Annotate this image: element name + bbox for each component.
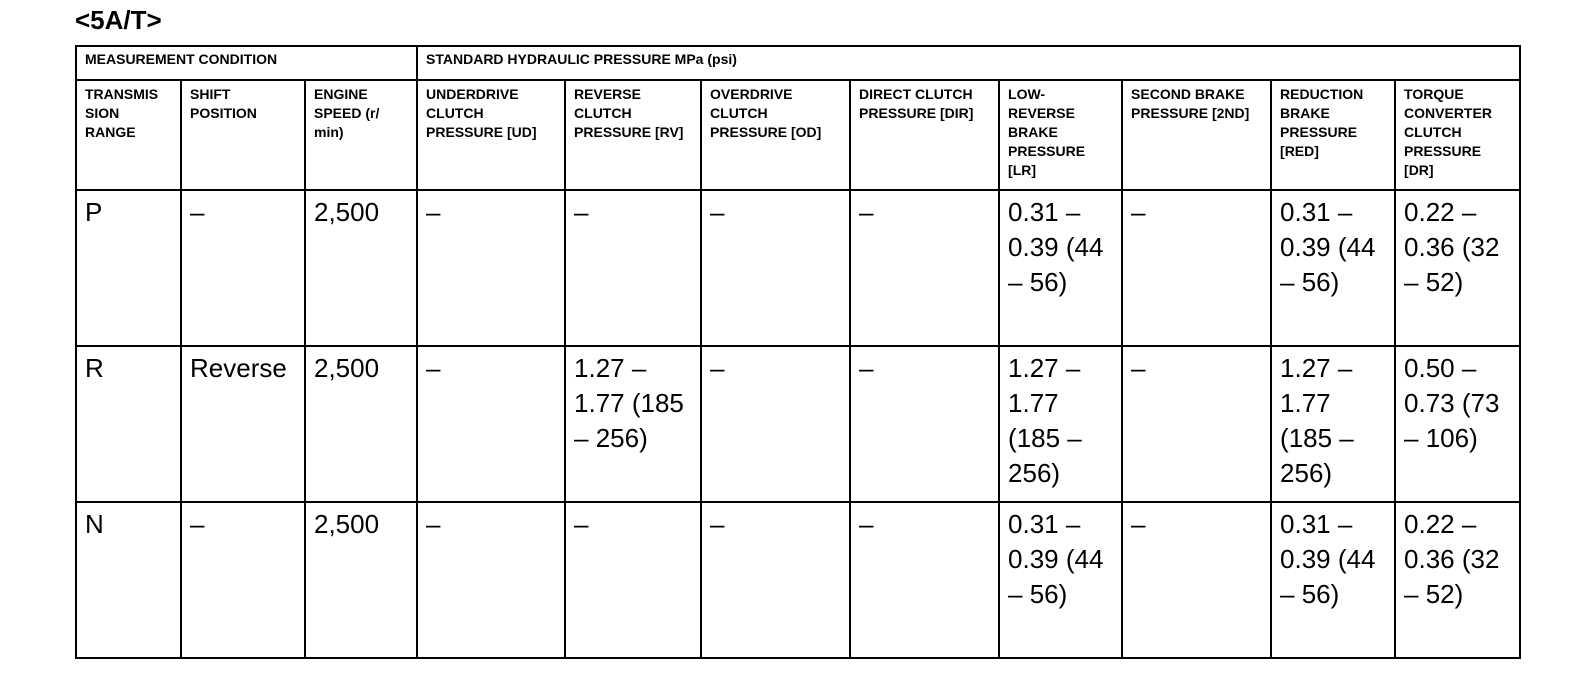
column-header: TORQUE CONVERTER CLUTCH PRESSURE [DR] — [1395, 80, 1520, 190]
table-cell: 0.31 – 0.39 (44 – 56) — [999, 190, 1122, 346]
table-row — [76, 190, 1520, 346]
table-cell: N — [76, 502, 181, 658]
column-header: OVERDRIVE CLUTCH PRESSURE [OD] — [701, 80, 850, 190]
column-header: TRANSMIS SION RANGE — [76, 80, 181, 190]
column-header: REDUCTION BRAKE PRESSURE [RED] — [1271, 80, 1395, 190]
table-row — [76, 346, 1520, 502]
table-cell: – — [850, 502, 999, 658]
column-header: SHIFT POSITION — [181, 80, 305, 190]
table-cell: – — [1122, 190, 1271, 346]
table-cell: – — [701, 190, 850, 346]
column-header-row — [76, 80, 1520, 190]
table-cell: 0.50 – 0.73 (73 – 106) — [1395, 346, 1520, 502]
table-cell: – — [1122, 346, 1271, 502]
column-header: SECOND BRAKE PRESSURE [2ND] — [1122, 80, 1271, 190]
table-cell: – — [181, 502, 305, 658]
table-cell: – — [565, 502, 701, 658]
table-cell: 2,500 — [305, 346, 417, 502]
column-header: UNDERDRIVE CLUTCH PRESSURE [UD] — [417, 80, 565, 190]
table-cell: 1.27 – 1.77 (185 – 256) — [1271, 346, 1395, 502]
measurement-condition-header: MEASUREMENT CONDITION — [76, 46, 417, 80]
table-cell: 0.22 – 0.36 (32 – 52) — [1395, 190, 1520, 346]
table-cell: 2,500 — [305, 190, 417, 346]
hydraulic-pressure-table — [75, 45, 1521, 659]
table-cell: 0.31 – 0.39 (44 – 56) — [999, 502, 1122, 658]
table-row — [76, 502, 1520, 658]
column-header: REVERSE CLUTCH PRESSURE [RV] — [565, 80, 701, 190]
table-cell: – — [701, 346, 850, 502]
group-header-row — [76, 46, 1520, 80]
table-cell: 0.31 – 0.39 (44 – 56) — [1271, 502, 1395, 658]
table-cell: 0.31 – 0.39 (44 – 56) — [1271, 190, 1395, 346]
table-cell: – — [565, 190, 701, 346]
table-cell: – — [417, 502, 565, 658]
table-cell: – — [1122, 502, 1271, 658]
page-title: <5A/T> — [75, 5, 162, 35]
table-cell: 1.27 – 1.77 (185 – 256) — [999, 346, 1122, 502]
table-cell: 1.27 – 1.77 (185 – 256) — [565, 346, 701, 502]
column-header: ENGINE SPEED (r/ min) — [305, 80, 417, 190]
standard-pressure-header: STANDARD HYDRAULIC PRESSURE MPa (psi) — [417, 46, 1520, 80]
table-cell: – — [701, 502, 850, 658]
table-cell: – — [181, 190, 305, 346]
table-cell: P — [76, 190, 181, 346]
table-cell: – — [417, 190, 565, 346]
table-cell: 2,500 — [305, 502, 417, 658]
table-cell: – — [417, 346, 565, 502]
table-cell: R — [76, 346, 181, 502]
table-cell: Reverse — [181, 346, 305, 502]
column-header: LOW- REVERSE BRAKE PRESSURE [LR] — [999, 80, 1122, 190]
table-cell: – — [850, 346, 999, 502]
table-cell: 0.22 – 0.36 (32 – 52) — [1395, 502, 1520, 658]
table-cell: – — [850, 190, 999, 346]
column-header: DIRECT CLUTCH PRESSURE [DIR] — [850, 80, 999, 190]
